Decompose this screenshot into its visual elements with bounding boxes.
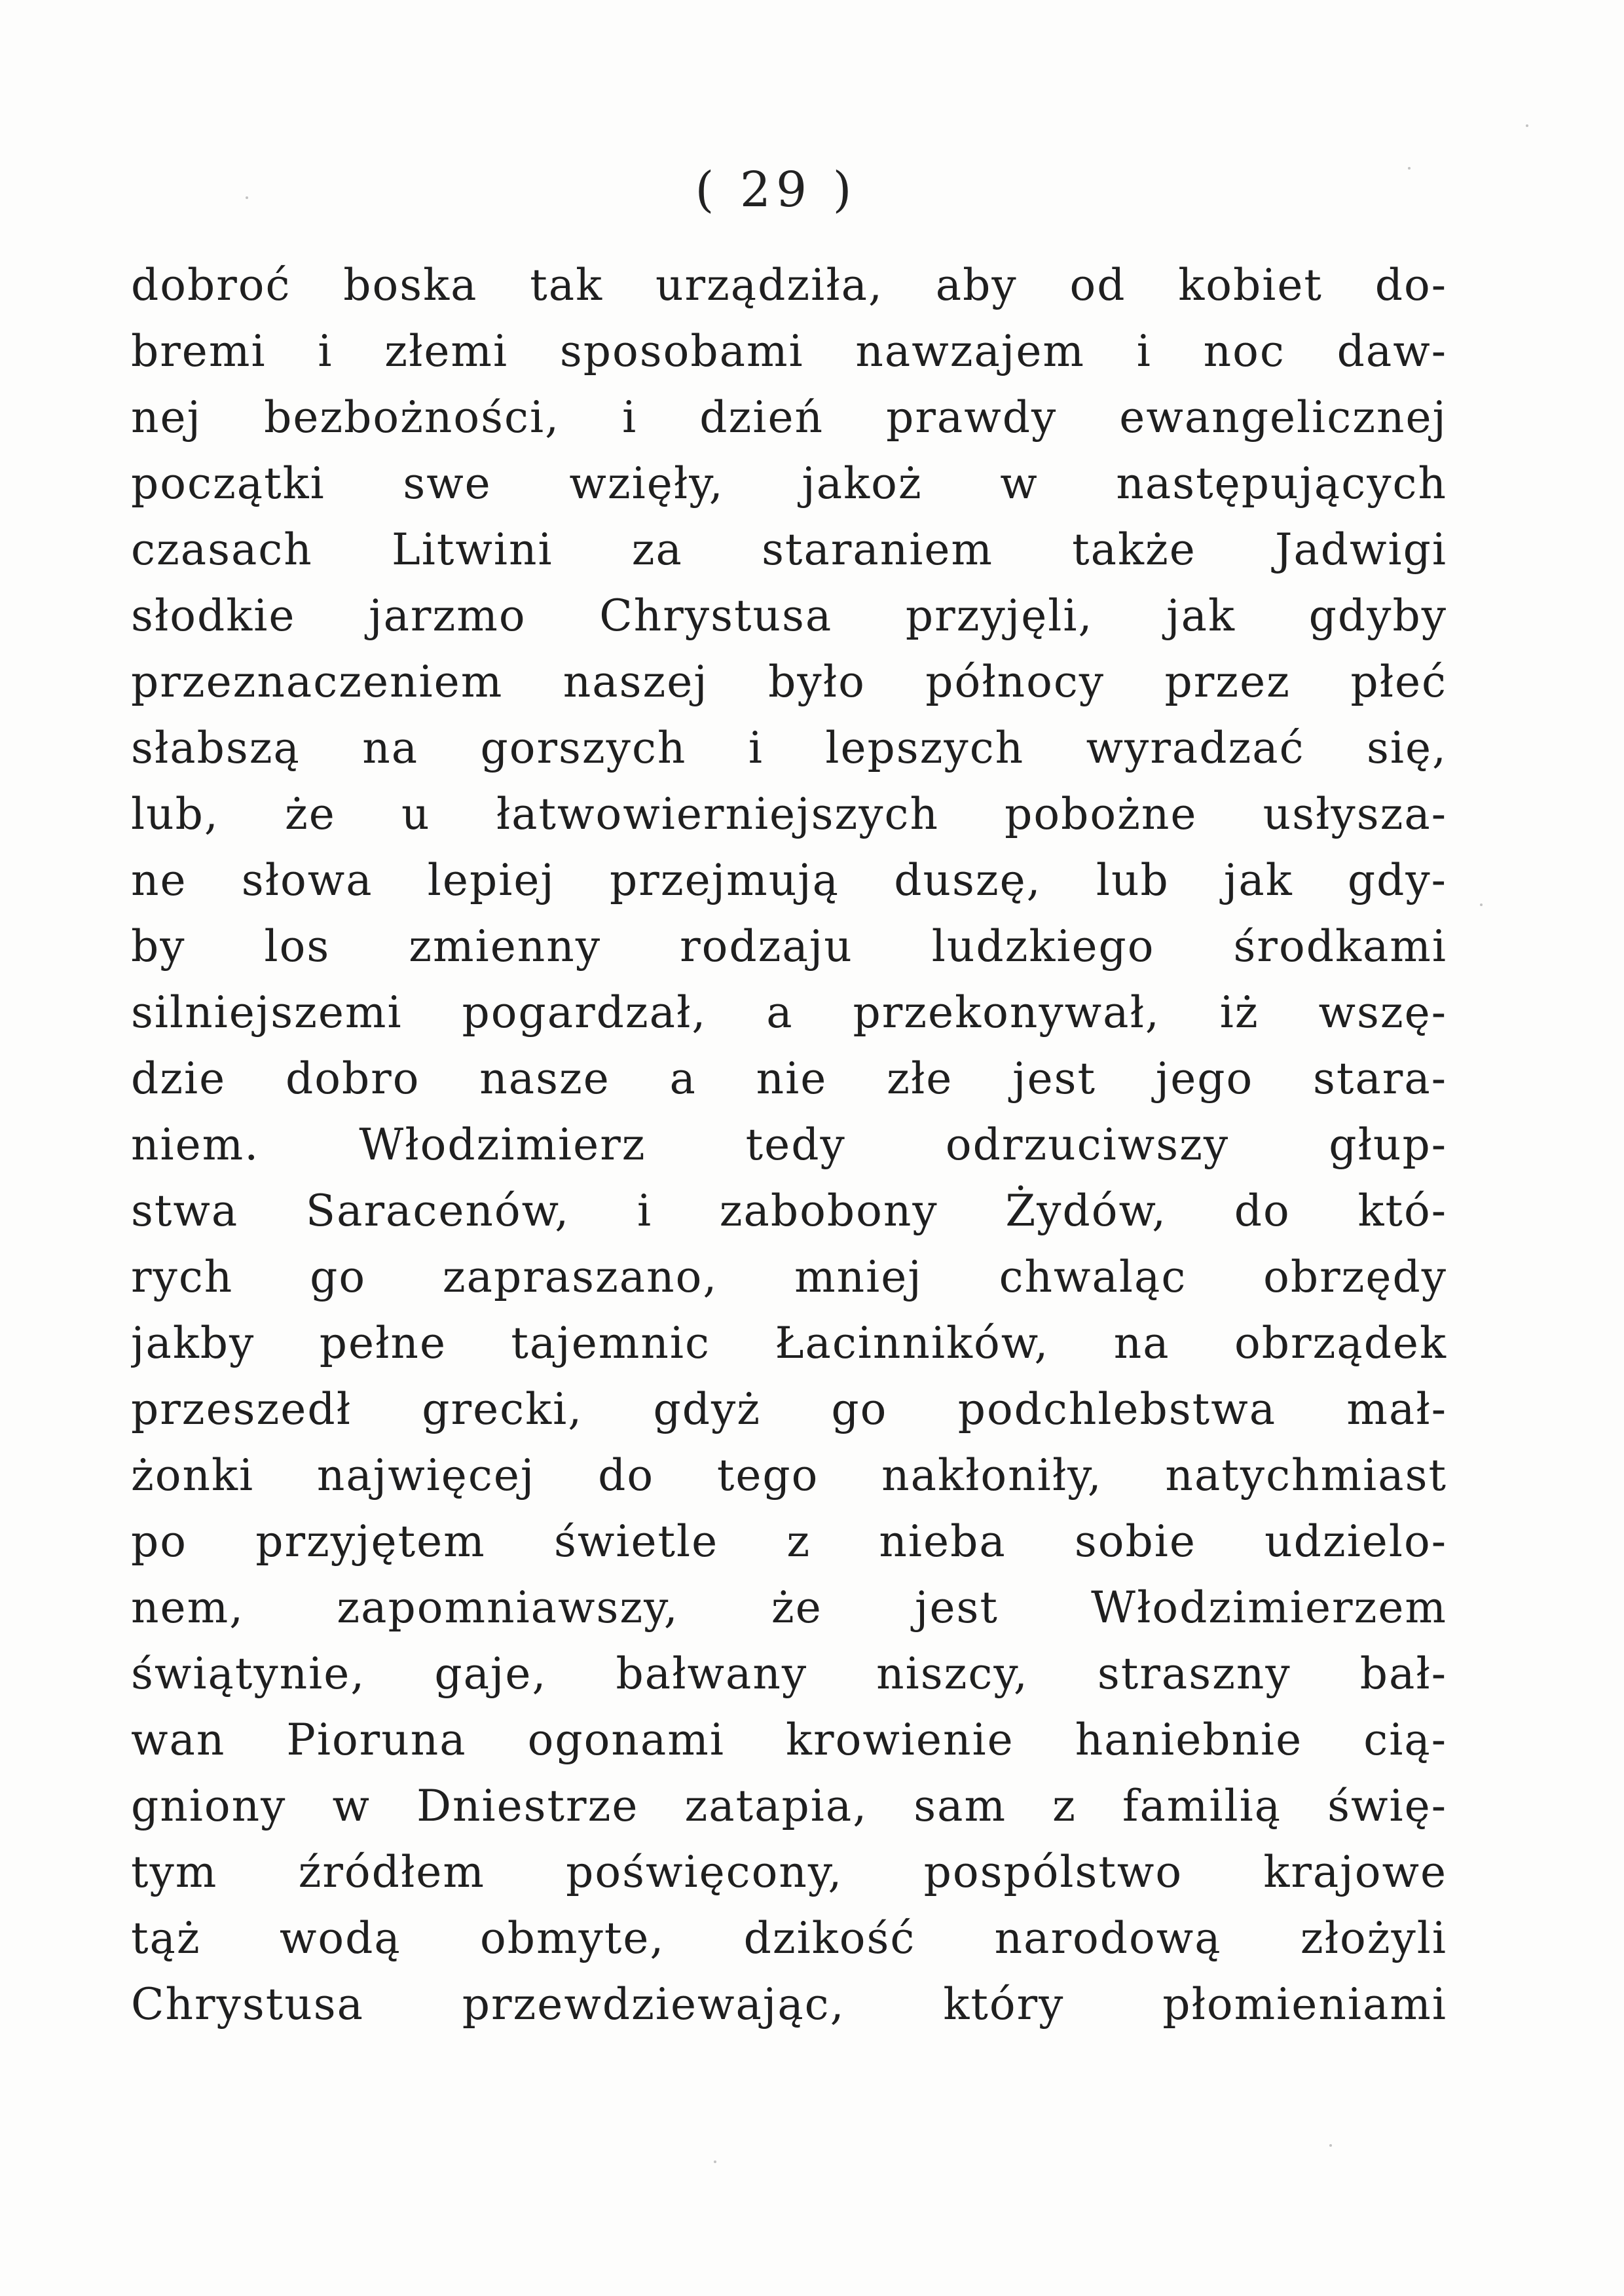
text-line: żonki najwięcej do tego nakłoniły, natychmiast (131, 1450, 1447, 1501)
paper-speck (714, 2160, 716, 2163)
text-line: bremi i złemi sposobami nawzajem i noc daw- (131, 326, 1447, 376)
text-line: by los zmienny rodzaju ludzkiego środkami (131, 921, 1447, 972)
paper-speck (246, 196, 248, 199)
paper-speck (1329, 2144, 1332, 2147)
text-line: początki swe wzięły, jakoż w następujących (131, 458, 1447, 509)
text-line: niem. Włodzimierz tedy odrzuciwszy głup- (131, 1120, 1447, 1170)
text-line: nem, zapomniawszy, że jest Włodzimierzem (131, 1582, 1447, 1633)
text-line: świątynie, gaje, bałwany niszcy, straszny bał- (131, 1649, 1447, 1699)
text-line: przeszedł grecki, gdyż go podchlebstwa mał- (131, 1384, 1447, 1434)
text-line: rych go zapraszano, mniej chwaląc obrzędy (131, 1252, 1447, 1302)
text-line: po przyjętem świetle z nieba sobie udzielo- (131, 1516, 1447, 1567)
paper-speck (1408, 167, 1411, 170)
text-line: ne słowa lepiej przejmują duszę, lub jak gdy- (131, 855, 1447, 905)
text-line: gniony w Dniestrze zatapia, sam z familią świę- (131, 1781, 1447, 1831)
text-line: nej bezbożności, i dzień prawdy ewangelicznej (131, 392, 1447, 443)
paper-speck (1480, 903, 1483, 906)
text-line: Chrystusa przewdziewając, który płomieniami (131, 1979, 1447, 2030)
paper-speck (1526, 124, 1528, 127)
text-line: słodkie jarzmo Chrystusa przyjęli, jak gdyby (131, 591, 1447, 641)
text-line: czasach Litwini za staraniem także Jadwigi (131, 524, 1447, 575)
text-line: jakby pełne tajemnic Łacinników, na obrządek (131, 1318, 1447, 1368)
text-line: przeznaczeniem naszej było północy przez płeć (131, 657, 1447, 707)
text-line: dzie dobro nasze a nie złe jest jego stara- (131, 1053, 1447, 1104)
text-line: stwa Saracenów, i zabobony Żydów, do któ- (131, 1186, 1447, 1236)
text-line: silniejszemi pogardzał, a przekonywał, iż wszę- (131, 987, 1447, 1038)
text-line: tąż wodą obmyte, dzikość narodową złożyli (131, 1913, 1447, 1963)
text-line: słabszą na gorszych i lepszych wyradzać się, (131, 723, 1447, 773)
text-line: lub, że u łatwowierniejszych pobożne usłysza- (131, 789, 1447, 839)
text-line: wan Pioruna ogonami krowienie haniebnie cią- (131, 1715, 1447, 1765)
text-line: tym źródłem poświęcony, pospólstwo krajowe (131, 1847, 1447, 1897)
text-line: dobroć boska tak urządziła, aby od kobiet do- (131, 260, 1447, 310)
body-text (131, 252, 1447, 2037)
page-number: ( 29 ) (695, 162, 857, 218)
